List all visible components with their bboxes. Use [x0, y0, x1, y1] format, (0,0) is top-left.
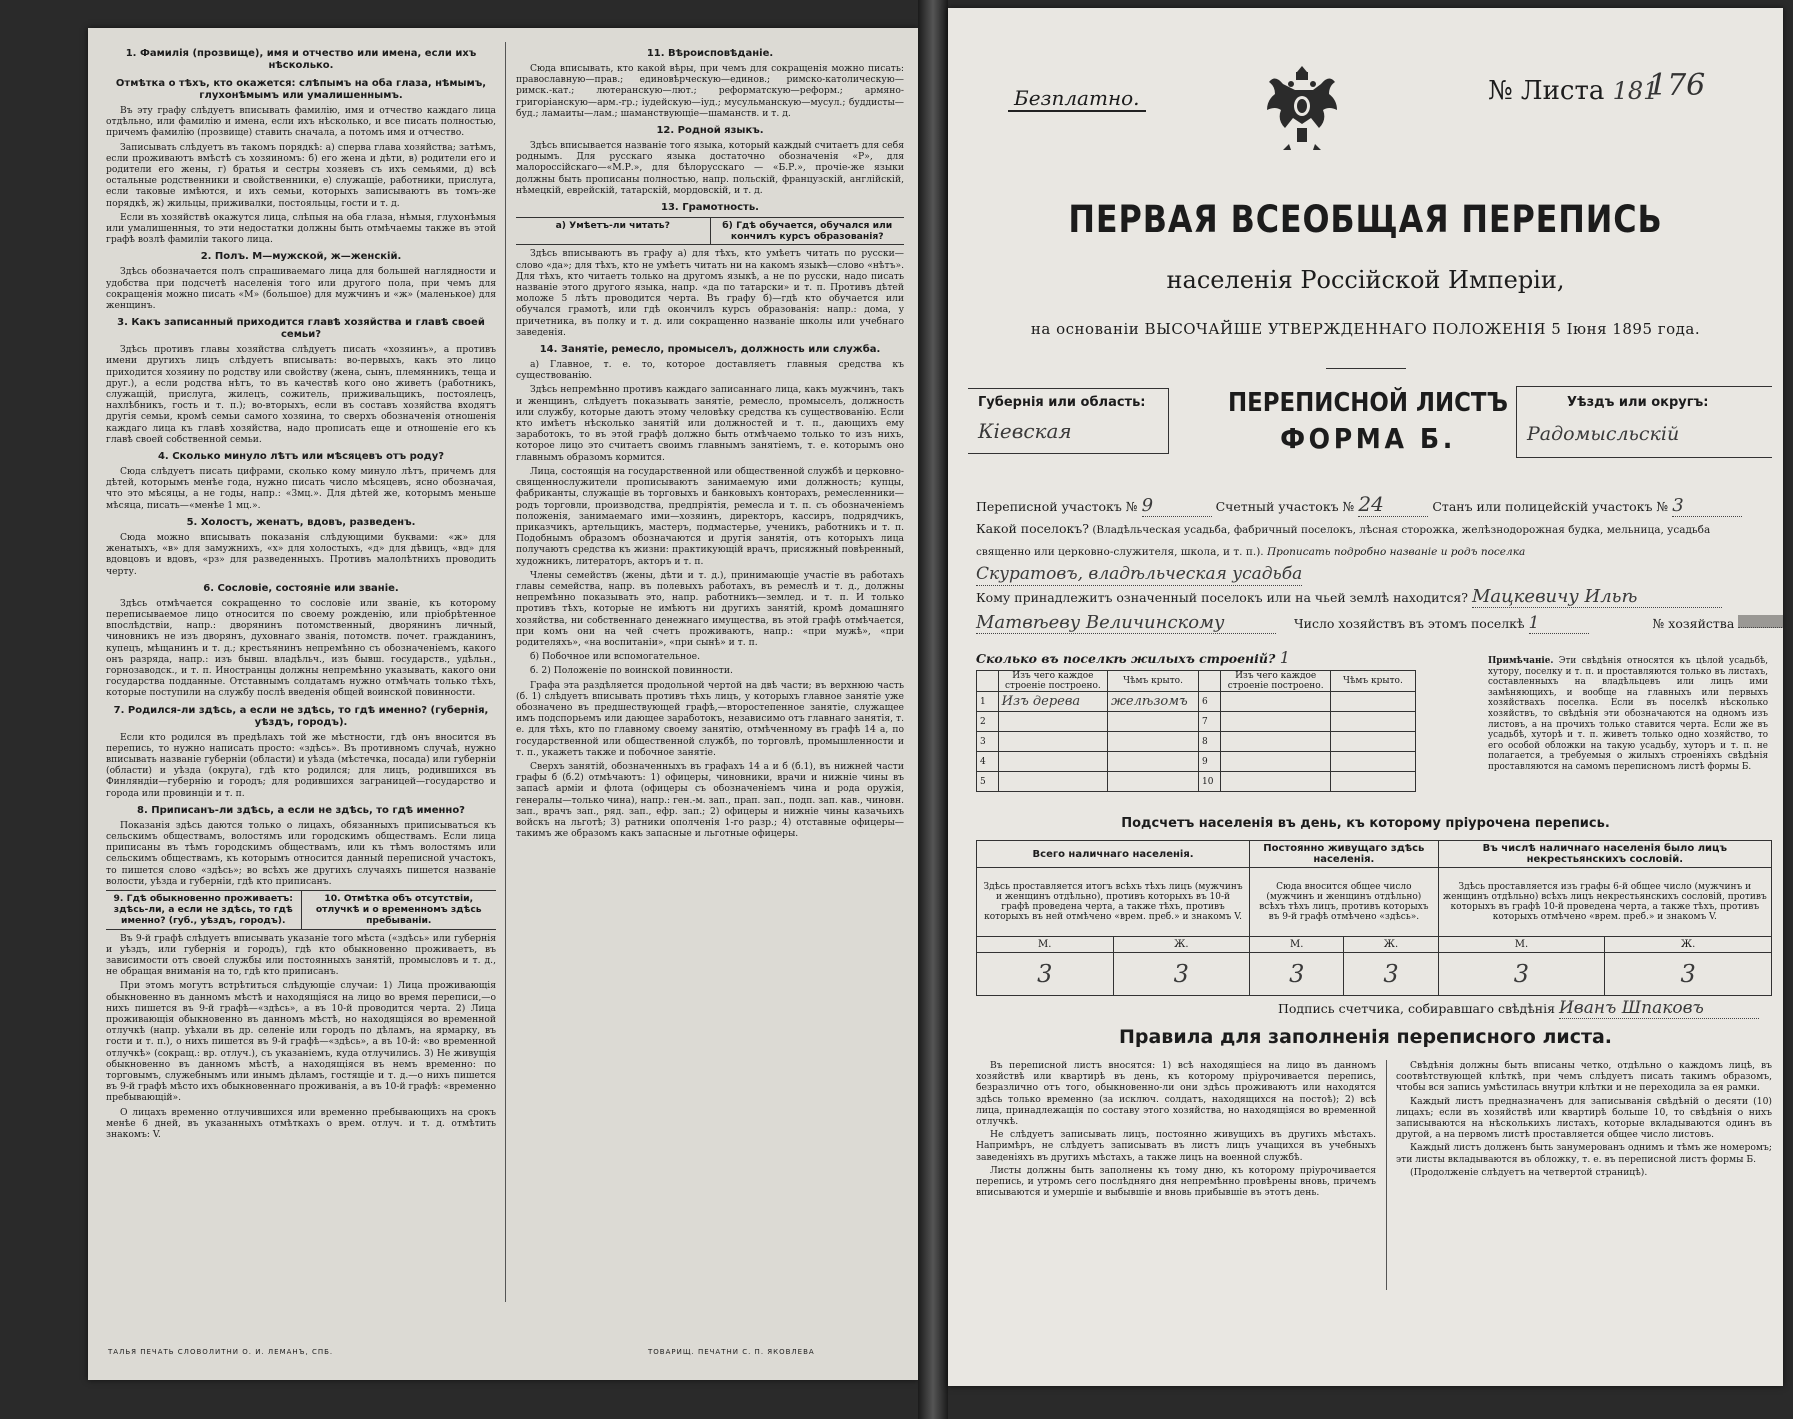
instruction-paragraph: Лица, состоящія на государственной или общественной службѣ и церковно-священнослужители прописываютъ занимаемую ими должность; купцы, фабриканты, служащіе въ торговыхъ и банковыхъ конторахъ, ремесленники—родъ торговли, производства, предпріятія, ремесла и т. п. съ обозначеніемъ положенія, занимаемаго ими—хозяинъ, директоръ, кассиръ, подрядчикъ, приказчикъ, артельщикъ, мастеръ, подмастерье, ученикъ, работникъ и т. п. Подобнымъ образомъ обозначаются и другія занятія, отъ которыхъ лица получаютъ средства къ жизни: практикующій врачъ, присяжный повѣренный, художникъ, литераторъ, акторъ и т. п. [516, 465, 904, 567]
instruction-paragraph: Сюда можно вписывать показанія слѣдующими буквами: «ж» для женатыхъ, «в» для замужнихъ, «х» для холостыхъ, «д» для дѣвицъ, «вд» для вдовцовъ и вдовъ, «рз» для разведенныхъ. Противъ малолѣтнихъ проводить черту. [106, 531, 496, 577]
population-count-table [976, 840, 1772, 996]
household-number-label: № хозяйства [1652, 616, 1735, 631]
printer-imprint-right: ТОВАРИЩ. ПЕЧАТНИ С. П. ЯКОВЛЕВА [648, 1348, 815, 1356]
building-roof [1108, 732, 1199, 752]
rules-divider [1386, 1060, 1387, 1290]
rule-paragraph: Свѣдѣнія должны быть вписаны четко, отдѣльно о каждомъ лицѣ, въ соотвѣтствующей клѣткѣ, при чемъ слѣдуетъ писать такимъ образомъ, чтобы вся запись умѣстилась внутри клѣтки и не переходила за ея рамки. [1396, 1060, 1772, 1094]
instruction-paragraph: Въ эту графу слѣдуетъ вписывать фамилію, имя и отчество каждаго лица отдѣльно, или фамилію и имена, если ихъ нѣсколько, и все писать полностью, причемъ фамилію (прозвище) ставить сначала, а потомъ имя и отчество. [106, 105, 496, 139]
enumerator-signature-label: Подпись счетчика, собиравшаго свѣдѣнія [1278, 1001, 1555, 1016]
district-label: Уѣздъ или округъ: [1567, 395, 1709, 410]
enumeration-district-line [976, 492, 1742, 517]
police-district-value: 3 [1672, 495, 1742, 517]
section-heading: 1. Фамилія (прозвище), имя и отчество или имена, если ихъ нѣсколько. [125, 48, 477, 71]
legal-basis [948, 320, 1783, 338]
bld-col-roof-2: Чѣмъ крыто. [1330, 671, 1415, 692]
split-heading [516, 217, 904, 245]
instructions-column-2 [516, 42, 904, 842]
instruction-paragraph: Записывать слѣдуетъ въ такомъ порядкѣ: а) сперва глава хозяйства; затѣмъ, если проживаютъ вмѣстѣ съ хозяиномъ: б) его жена и дѣти, в) родители его и родители его жены, г) братья и сестры хозяевъ съ ихъ семьями, д) всѣ остальные родственники и свойственники, е) служащіе, работники, прислуга, если таковые имѣются, и ихъ семьи, которыхъ записываютъ въ томъ-же порядкѣ, ж) жильцы, приживалки, постояльцы, гости и т. д. [106, 141, 496, 209]
enumerator-signature-line [1278, 998, 1759, 1019]
sum-total-m: 3 [977, 953, 1114, 996]
instruction-paragraph: Если кто родился въ предѣлахъ той же мѣстности, гдѣ онъ вносится въ перепись, то нужно написать просто: «здѣсь». Въ противномъ случаѣ, нужно вписывать названіе губерніи (области) и уѣзда (мѣстечка, посада) или губерніи (области) и уѣзда (округа), гдѣ кто родился; для лицъ, родившихся въ Финляндіи—губернію и городъ; для родившихся заграницей—государство и города или провинціи и т. п. [106, 731, 496, 799]
instruction-paragraph: Здѣсь обозначается полъ спрашиваемаго лица для большей наглядности и удобства при подсчетѣ населенія того или другого пола, при чемъ для сокращенія можно писать «М» (большое) для мужчинъ и «ж» (маленькое) для женщинъ. [106, 266, 496, 312]
instruction-paragraph: При этомъ могутъ встрѣтиться слѣдующіе случаи: 1) Лица проживающія обыкновенно въ данномъ мѣстѣ и находящіяся на лицо во время переписи,—о нихъ пишется въ 9-й графѣ—«здѣсь», а въ 10-й проводится черта. 2) Лица проживающія обыкновенно въ данномъ мѣстѣ, но находящіяся во временной отлучкѣ (напр. уѣхали въ др. селеніе или городъ по дѣламъ, на ярмарку, въ гости и т. п.), о нихъ пишется въ 9-й графѣ—«здѣсь», а въ 10-й: «во временной отлучкѣ» (сокращ.: вр. отлуч.), съ указаніемъ, куда отлучились. 3) Не живущія обыкновенно въ данномъ мѣстѣ, а находящіяся въ немъ временно: по торговымъ, служебнымъ или инымъ дѣламъ, гостящіе и т. д.—о нихъ пишется въ 9-й графѣ мѣсто ихъ обыкновеннаго проживанія, а въ 10-й графѣ: «временно пребывающій». [106, 980, 496, 1104]
buildings-label: Сколько въ поселкѣ жилыхъ строеній? [976, 651, 1276, 666]
instruction-paragraph: О лицахъ временно отлучившихся или временно пребывающихъ на срокъ менѣе 6 дней, въ указанныхъ отмѣткахъ о врем. отлуч. и т. д. отмѣтить знакомъ: V. [106, 1106, 496, 1141]
population-count-title: Подсчетъ населенія въ день, къ которому пріурочена перепись. [1121, 816, 1610, 831]
instruction-paragraph: Графа эта раздѣляется продольной чертой на двѣ части; въ верхнюю часть (б. 1) слѣдуетъ вписывать противъ тѣхъ лицъ, у которыхъ главное занятіе уже обозначено въ предшествующей графѣ,—второстепенное занятіе, служащее имъ подспорьемъ или дающее заработокъ, независимо отъ главнаго занятія, т. е. для тѣхъ, кто по главному своему занятію, отмѣченному въ графѣ 14 а, по государственной или общественной службѣ, по торговлѣ, промышленности и т. п., укажетъ также и побочное занятіе. [516, 679, 904, 758]
households-value: 1 [1529, 613, 1589, 634]
form-title: ПЕРЕПИСНОЙ ЛИСТЪ [1227, 388, 1509, 418]
sum-permanent-m: 3 [1250, 953, 1344, 996]
sum-permanent-zh: 3 [1344, 953, 1438, 996]
imperial-eagle-icon [1263, 60, 1341, 156]
owner-line [976, 586, 1722, 608]
split-heading-part: 9. Гдѣ обыкновенно проживаетъ: здѣсь-ли, а если не здѣсь, то гдѣ именно? (губ., уѣздъ, городъ). [106, 891, 302, 929]
rule-paragraph: Въ переписной листъ вносятся: 1) всѣ находящіеся на лицо въ данномъ хозяйствѣ или квартирѣ въ день, къ которому пріурочивается перепись, безразлично отъ того, обыкновенно-ли они здѣсь проживаютъ или находятся здѣсь только временно (за исключ. солдатъ, находящихся на постоѣ); 2) всѣ лица, принадлежащія по составу этого хозяйства, но находящіяся во временной отлучкѣ. [976, 1060, 1376, 1128]
sum-total-zh: 3 [1113, 953, 1250, 996]
section-heading: Отмѣтка о тѣхъ, кто окажется: слѣпымъ на оба глаза, нѣмымъ, глухонѣмымъ или умалишеннымъ. [115, 78, 487, 101]
instruction-paragraph: Здѣсь непремѣнно противъ каждаго записаннаго лица, какъ мужчинъ, такъ и женщинъ, слѣдуетъ показывать занятіе, ремесло, промыселъ, должность или службу, которые даютъ этому человѣку средства къ существованію. Если кто имѣетъ нѣсколько занятій или должностей и т. п., дающихъ ему заработокъ, то въ этой графѣ должно быть отмѣчаемо только то изъ нихъ, которое лицо это считаетъ своимъ главнымъ занятіемъ, т. е. которымъ оно главнымъ образомъ кормится. [516, 384, 904, 463]
instruction-paragraph: Если въ хозяйствѣ окажутся лица, слѣпыя на оба глаза, нѣмыя, глухонѣмыя или умалишенныя, то эти недостатки должны быть отмѣчаемы также въ этой графѣ возлѣ фамиліи такого лица. [106, 211, 496, 246]
enumerator-signature-value: Иванъ Шпаковъ [1559, 998, 1759, 1019]
sum-desc-non-peasant: Здѣсь проставляется изъ графы 6-й общее число (мужчинъ и женщинъ отдѣльно) всѣхъ лицъ некрестьянскихъ сословій, противъ которыхъ въ графѣ 10-й проведена черта, а также тѣхъ, противъ которыхъ отмѣчено «врем. преб.» и знакомъ V. [1438, 868, 1771, 937]
building-roof [1108, 772, 1199, 792]
sum-non-peasant-zh: 3 [1605, 953, 1772, 996]
sheet-number-printed: 181 [1612, 77, 1659, 105]
section-heading: 12. Родной языкъ. [656, 125, 764, 137]
household-number-value [1738, 615, 1783, 628]
district-box [1516, 386, 1772, 458]
building-material [1221, 732, 1330, 752]
settlement-hint: (Владѣльческая усадьба, фабричный поселокъ, лѣсная сторожка, желѣзнодорожная будка, мельница, усадьба священно или церковно-служителя, школа, и т. п.). [976, 524, 1711, 558]
section-heading: 6. Сословіе, состояніе или званіе. [203, 582, 399, 594]
legal-basis-prefix: на основаніи [1030, 320, 1140, 338]
instruction-paragraph: Здѣсь вписывается названіе того языка, который каждый считаетъ для себя роднымъ. Для русскаго языка достаточно обозначенія «Р», для малороссійскаго—«М.Р.», для бѣлорусскаго — «Б.Р.», прочіе-же языки должны быть прописаны полностью, напр. польскій, французскій, англійскій, нѣмецкій, еврейскій, татарскій, мордовскій, и т. д. [516, 140, 904, 196]
counting-district-value: 24 [1358, 492, 1428, 517]
households-label: Число хозяйствъ въ этомъ поселкѣ [1293, 616, 1525, 631]
title-rule [1326, 368, 1406, 369]
bld-col-material-2: Изъ чего каждое строеніе построено. [1221, 671, 1330, 692]
settlement-value: Скуратовъ, владѣльческая усадьба [976, 564, 1303, 584]
bld-col-material: Изъ чего каждое строеніе построено. [998, 671, 1107, 692]
legal-basis-text: ВЫСОЧАЙШЕ УТВЕРЖДЕННАГО ПОЛОЖЕНІЯ 5 Іюня 1895 года. [1144, 320, 1701, 338]
counting-district-label: Счетный участокъ № [1215, 499, 1355, 514]
building-material [1221, 692, 1330, 712]
owner-value: Мацкевичу Ильѣ [1472, 586, 1722, 608]
province-label: Губернія или область: [978, 395, 1146, 410]
settlement-line [976, 518, 1766, 587]
building-number: 8 [1199, 732, 1221, 752]
free-of-charge-label: Безплатно. [1008, 86, 1146, 112]
instruction-paragraph: а) Главное, т. е. то, которое доставляетъ главныя средства къ существованію. [516, 359, 904, 382]
section-heading: 3. Какъ записанный приходится главѣ хозяйства и главѣ своей семьи? [117, 317, 485, 341]
sum-desc-total: Здѣсь проставляется итогъ всѣхъ тѣхъ лицъ (мужчинъ и женщинъ отдѣльно), противъ которыхъ въ 10-й графѣ проведена черта, а также тѣхъ, противъ которыхъ въ ней отмѣчено «врем. преб.» и знакомъ V. [977, 868, 1250, 937]
building-roof [1108, 712, 1199, 732]
census-subtitle: населенія Россійской Имперіи, [1166, 266, 1565, 294]
rule-paragraph: Листы должны быть заполнены къ тому дню, къ которому пріурочивается перепись, и утромъ сего послѣдняго дня непремѣнно провѣрены вновь, причемъ вписываются и умершіе и выбывшіе и вновь прибывшіе въ этотъ день. [976, 1164, 1376, 1199]
bld-col-roof: Чѣмъ крыто. [1108, 671, 1199, 692]
sum-desc-permanent: Сюда вносится общее число (мужчинъ и женщинъ отдѣльно) всѣхъ тѣхъ лицъ, противъ которыхъ въ 9-й графѣ отмѣчено «здѣсь». [1250, 868, 1439, 937]
rules-title: Правила для заполненія переписного листа. [1118, 1026, 1613, 1048]
rule-paragraph: (Продолженіе слѣдуетъ на четвертой страницѣ). [1410, 1166, 1648, 1178]
census-title: ПЕРВАЯ ВСЕОБЩАЯ ПЕРЕПИСЬ [1068, 198, 1663, 241]
split-heading [106, 890, 496, 930]
building-material [1221, 772, 1330, 792]
bld-col-num-2 [1199, 671, 1221, 692]
instruction-paragraph: б) Побочное или вспомогательное. [530, 651, 701, 663]
building-material [1221, 712, 1330, 732]
building-material [998, 732, 1107, 752]
building-row [977, 752, 1416, 772]
building-material [998, 752, 1107, 772]
sheet-number [1488, 76, 1658, 106]
buildings-value: 1 [1279, 648, 1290, 667]
instruction-paragraph: Сюда вписывать, кто какой вѣры, при чемъ для сокращенія можно писать: православную—прав.; единовѣрческую—единов.; римско-католическую—римск.-кат.; лютеранскую—лют.; реформатскую—реформ.; армяно-григоріанскую—арм.-гр.; іудейскую—іуд.; мусульманскую—мусул.; буддисты—буд.; ламаиты—лам.; шаманствующіе—шаманств. и т. д. [516, 63, 904, 119]
instruction-paragraph: Здѣсь отмѣчается сокращенно то сословіе или званіе, къ которому переписываемое лицо относится по своему рожденію, или пріобрѣтенное впослѣдствіи, напр.: дворянинъ потомственный, дворянинъ личный, чиновникъ не изъ дворянъ, духовнаго званія, потомств. почет. гражданинъ, купецъ, мѣщанинъ и т. д.; крестьянинъ непремѣнно съ обозначеніемъ, какого онъ разряда, напр.: изъ бывш. владѣльч., изъ бывш. государств., удѣльн., горнозаводск., и т. п. Иностранцы должны непремѣнно указывать, какого они государства подданные. Отставнымъ солдатамъ нужно отмѣчать только тѣхъ, которые поступили на службу послѣ введенія общей воинской повинности. [106, 597, 496, 699]
province-value: Кіевская [978, 419, 1072, 443]
instruction-paragraph: Здѣсь противъ главы хозяйства слѣдуетъ писать «хозяинъ», а противъ имени другихъ лицъ слѣдуетъ вписывать: во-первыхъ, какъ это лицо приходится хозяину по родству или свойству (жена, сынъ, племянникъ, теща и друг.), а если родства нѣтъ, то въ качествѣ кого оно живетъ (работникъ, служащій, прислуга, жилецъ, сожитель, приживальщикъ, постоялецъ, нахлѣбникъ, гость и т. п.); во-вторыхъ, если въ составъ хозяйства входятъ другія семьи, кромѣ семьи самого хозяина, то сверхъ обозначенія отношенія каждаго лица къ главѣ хозяйства, надо прописать еще и отношеніе его къ главѣ своей собственной семьи. [106, 344, 496, 445]
building-material: Изъ дерева [998, 692, 1107, 712]
building-roof [1330, 732, 1415, 752]
building-roof: желѣзомъ [1108, 692, 1199, 712]
section-heading: 7. Родился-ли здѣсь, а если не здѣсь, то гдѣ именно? (губернія, уѣздъ, городъ). [113, 704, 489, 728]
buildings-line [976, 648, 1290, 667]
owner-value-2: Матвѣеву Величинскому [976, 612, 1276, 634]
sum-non-peasant-m: 3 [1438, 953, 1605, 996]
sum-m-label-3: М. [1438, 937, 1605, 953]
buildings-table [976, 670, 1416, 792]
section-heading: 8. Приписанъ-ли здѣсь, а если не здѣсь, то гдѣ именно? [137, 804, 465, 816]
rule-paragraph: Каждый листъ предназначенъ для записыванія свѣдѣній о десяти (10) лицахъ; если въ хозяйствѣ или квартирѣ больше 10, то свѣдѣнія о нихъ записываются на нѣсколькихъ листахъ, которые вкладываются одинъ въ другой, а на первомъ листѣ проставляется общее число листовъ. [1396, 1095, 1772, 1141]
section-heading: 4. Сколько минуло лѣтъ или мѣсяцевъ отъ роду? [157, 451, 445, 463]
sheet-number-label: № Листа [1488, 76, 1605, 106]
settlement-label: Какой поселокъ? [976, 521, 1089, 536]
building-row [977, 692, 1416, 712]
buildings-note-title: Примѣчаніе. [1488, 656, 1554, 666]
enumeration-district-label: Переписной участокъ № [976, 499, 1138, 514]
rules-column-right [1396, 1060, 1772, 1180]
printer-imprint-left: ТАЛЬЯ ПЕЧАТЬ СЛОВОЛИТНИ О. И. ЛЕМАНЪ, СПБ. [108, 1348, 334, 1356]
district-value: Радомысльскій [1527, 423, 1680, 445]
sum-zh-label-3: Ж. [1605, 937, 1772, 953]
sum-zh-label-1: Ж. [1113, 937, 1250, 953]
building-roof [1330, 692, 1415, 712]
column-divider [505, 42, 506, 1302]
owner-line-2 [976, 612, 1783, 634]
building-number: 10 [1199, 772, 1221, 792]
instruction-paragraph: Члены семействъ (жены, дѣти и т. д.), принимающіе участіе въ работахъ главы семейства, напр. въ полевыхъ работахъ, въ ремеслѣ и т. д., должны непремѣнно показывать это, напр. работникъ—землед. и т. п. И только противъ тѣхъ, которые не имѣютъ ни другихъ занятій, кромѣ домашняго хозяйства, ни собственнаго денежнаго имущества, въ этой графѣ отмѣчается, при комъ они на чей счетъ проживаютъ, напр.: «при мужѣ», «при родителяхъ», «на воспитаніи», «при сынѣ» и т. п. [516, 569, 904, 648]
sheet-number-handwritten: 176 [1648, 68, 1706, 103]
building-number: 6 [1199, 692, 1221, 712]
province-box [968, 388, 1169, 454]
owner-label: Кому принадлежитъ означенный поселокъ или на чьей землѣ находится? [976, 590, 1468, 605]
building-row [977, 732, 1416, 752]
building-roof [1108, 752, 1199, 772]
buildings-note-text: Эти свѣдѣнія относятся къ цѣлой усадьбѣ, хутору, поселку и т. п. и проставляются только въ листахъ, составленныхъ на владѣльцевъ или лицъ ими замѣняющихъ, и вообще на главныхъ или первыхъ хозяйствахъ поселка. Если въ поселкѣ нѣсколько хозяйствъ, то свѣдѣнія эти обозначаются на одномъ изъ листовъ, а на прочихъ только ставится черта. Если же въ усадьбѣ, хуторѣ и т. п. живетъ только одно хозяйство, то его особой обложки на такую усадьбу, хуторъ и т. п. не полагается, а требуемыя о жилыхъ строеніяхъ свѣдѣнія проставляются на самомъ переписномъ листѣ формы Б. [1488, 656, 1768, 772]
building-material [1221, 752, 1330, 772]
building-number: 3 [977, 732, 999, 752]
instruction-paragraph: Сверхъ занятій, обозначенныхъ въ графахъ 14 а и б (б.1), въ нижней части графы б (б.2) отмѣчаютъ: 1) офицеры, чиновники, врачи и нижніе чины въ запасѣ арміи и флота (офицеры съ обозначеніемъ чина и рода оружія, генералы—только чина), напр.: ген.-м. зап., прап. зап., подп. зап. кав., чиновн. зап., врачъ зап., ряд. зап., ефр. зап.; 2) офицеры и нижніе чины казачьихъ войскъ на льготѣ; 3) ратники ополченія 1-го разр.; 4) отставные офицеры—такимъ же образомъ какъ запасные и льготные офицеры. [516, 760, 904, 840]
rules-column-left [976, 1060, 1376, 1200]
building-material [998, 712, 1107, 732]
instruction-paragraph: б. 2) Положеніе по воинской повинности. [530, 665, 733, 677]
rule-paragraph: Не слѣдуетъ записывать лицъ, постоянно живущихъ въ другихъ мѣстахъ. Напримѣръ, не слѣдуетъ записывать въ листъ лицъ учащихся въ учебныхъ заведеніяхъ въ другихъ мѣстахъ, а также лицъ на военной службѣ. [976, 1129, 1376, 1163]
rule-paragraph: Каждый листъ долженъ быть занумерованъ однимъ и тѣмъ же номеромъ; эти листы вкладываются въ обложку, т. е. въ переписной листъ формы Б. [1396, 1142, 1772, 1165]
section-heading: 13. Грамотность. [661, 202, 759, 214]
bld-col-num [977, 671, 999, 692]
building-row [977, 712, 1416, 732]
police-district-label: Станъ или полицейскій участокъ № [1432, 499, 1669, 514]
building-number: 5 [977, 772, 999, 792]
book-binding [918, 0, 948, 1419]
split-heading-part: 10. Отмѣтка объ отсутствіи, отлучкѣ и о временномъ здѣсь пребываніи. [315, 892, 482, 927]
sum-m-label-2: М. [1250, 937, 1344, 953]
right-page-census-form [948, 8, 1783, 1386]
building-roof [1330, 712, 1415, 732]
buildings-note [1488, 656, 1768, 773]
form-heading [1198, 388, 1538, 455]
building-material [998, 772, 1107, 792]
section-heading: 14. Занятіе, ремесло, промыселъ, должность или служба. [539, 344, 881, 356]
building-roof [1330, 772, 1415, 792]
enumeration-district-value: 9 [1142, 495, 1212, 517]
building-number: 9 [1199, 752, 1221, 772]
sum-m-label-1: М. [977, 937, 1114, 953]
building-number: 1 [977, 692, 999, 712]
instruction-paragraph: Показанія здѣсь даются только о лицахъ, обязанныхъ приписываться къ сельскимъ обществамъ, волостямъ или городскимъ обществамъ. Если лица приписаны въ тѣмъ городскимъ обществамъ, или къ тѣмъ волостямъ или сельскимъ обществамъ, къ которымъ относится данный переписной участокъ, то пишется слово «здѣсь»; во всѣхъ же другихъ случаяхъ пишется названіе волости, уѣзда и губерніи, гдѣ кто приписанъ. [106, 819, 496, 887]
instruction-paragraph: Сюда слѣдуетъ писать цифрами, сколько кому минуло лѣтъ, причемъ для дѣтей, которымъ менѣе года, нужно писать число мѣсяцевъ, ясно обозначая, что это мѣсяцы, а не годы, напр.: «3мц.». Для дѣтей же, которымъ меньше мѣсяца, писать—«менѣе 1 мц.». [106, 466, 496, 511]
building-number: 4 [977, 752, 999, 772]
split-heading-part: б) Гдѣ обучается, обучался или кончилъ курсъ образованія? [722, 220, 893, 243]
building-row [977, 772, 1416, 792]
left-page-instructions [88, 28, 918, 1380]
split-heading-part: а) Умѣетъ-ли читать? [516, 218, 711, 244]
instruction-paragraph: Въ 9-й графѣ слѣдуетъ вписывать указаніе того мѣста («здѣсь» или губернія и уѣздъ, или губернія и городъ), гдѣ кто обыкновенно проживаетъ, въ зависимости отъ своей службы или постоянныхъ занятій, промысловъ и т. д., не обращая вниманія на то, гдѣ кто приписанъ. [106, 932, 496, 978]
building-number: 7 [1199, 712, 1221, 732]
form-subtitle: ФОРМА Б. [1280, 422, 1456, 455]
sum-header-total: Всего наличнаго населенія. [977, 841, 1250, 868]
settlement-hint-2: Прописать подробно названіе и родъ поселка [1266, 546, 1526, 558]
instructions-column-1 [106, 42, 496, 1143]
instruction-paragraph: Здѣсь вписываютъ въ графу а) для тѣхъ, кто умѣетъ читать по русски—слово «да»; для тѣхъ, кто не умѣетъ читать ни на какомъ языкѣ—слово «нѣтъ». Для тѣхъ, кто читаетъ только на другомъ языкѣ, а не по русски, надо писать названіе этого другого языка, напр. «да по татарски» и т. п. Противъ дѣтей моложе 5 лѣтъ проводится черта. Въ графу б)—гдѣ кто обучается или обучался грамотѣ, или гдѣ окончилъ курсъ образованія: напр.: дома, у причетника, въ полку и т. д. или сокращенно названіе школы или учебнаго заведенія. [516, 248, 904, 338]
building-number: 2 [977, 712, 999, 732]
building-roof [1330, 752, 1415, 772]
section-heading: 2. Полъ. М—мужской, ж—женскій. [200, 251, 402, 263]
section-heading: 5. Холостъ, женатъ, вдовъ, разведенъ. [186, 516, 416, 528]
sum-header-permanent: Постоянно живущаго здѣсь населенія. [1250, 841, 1439, 868]
sum-zh-label-2: Ж. [1344, 937, 1438, 953]
section-heading: 11. Вѣроисповѣданіе. [646, 48, 774, 59]
sum-header-non-peasant: Въ числѣ наличнаго населенія было лицъ некрестьянскихъ сословій. [1438, 841, 1771, 868]
